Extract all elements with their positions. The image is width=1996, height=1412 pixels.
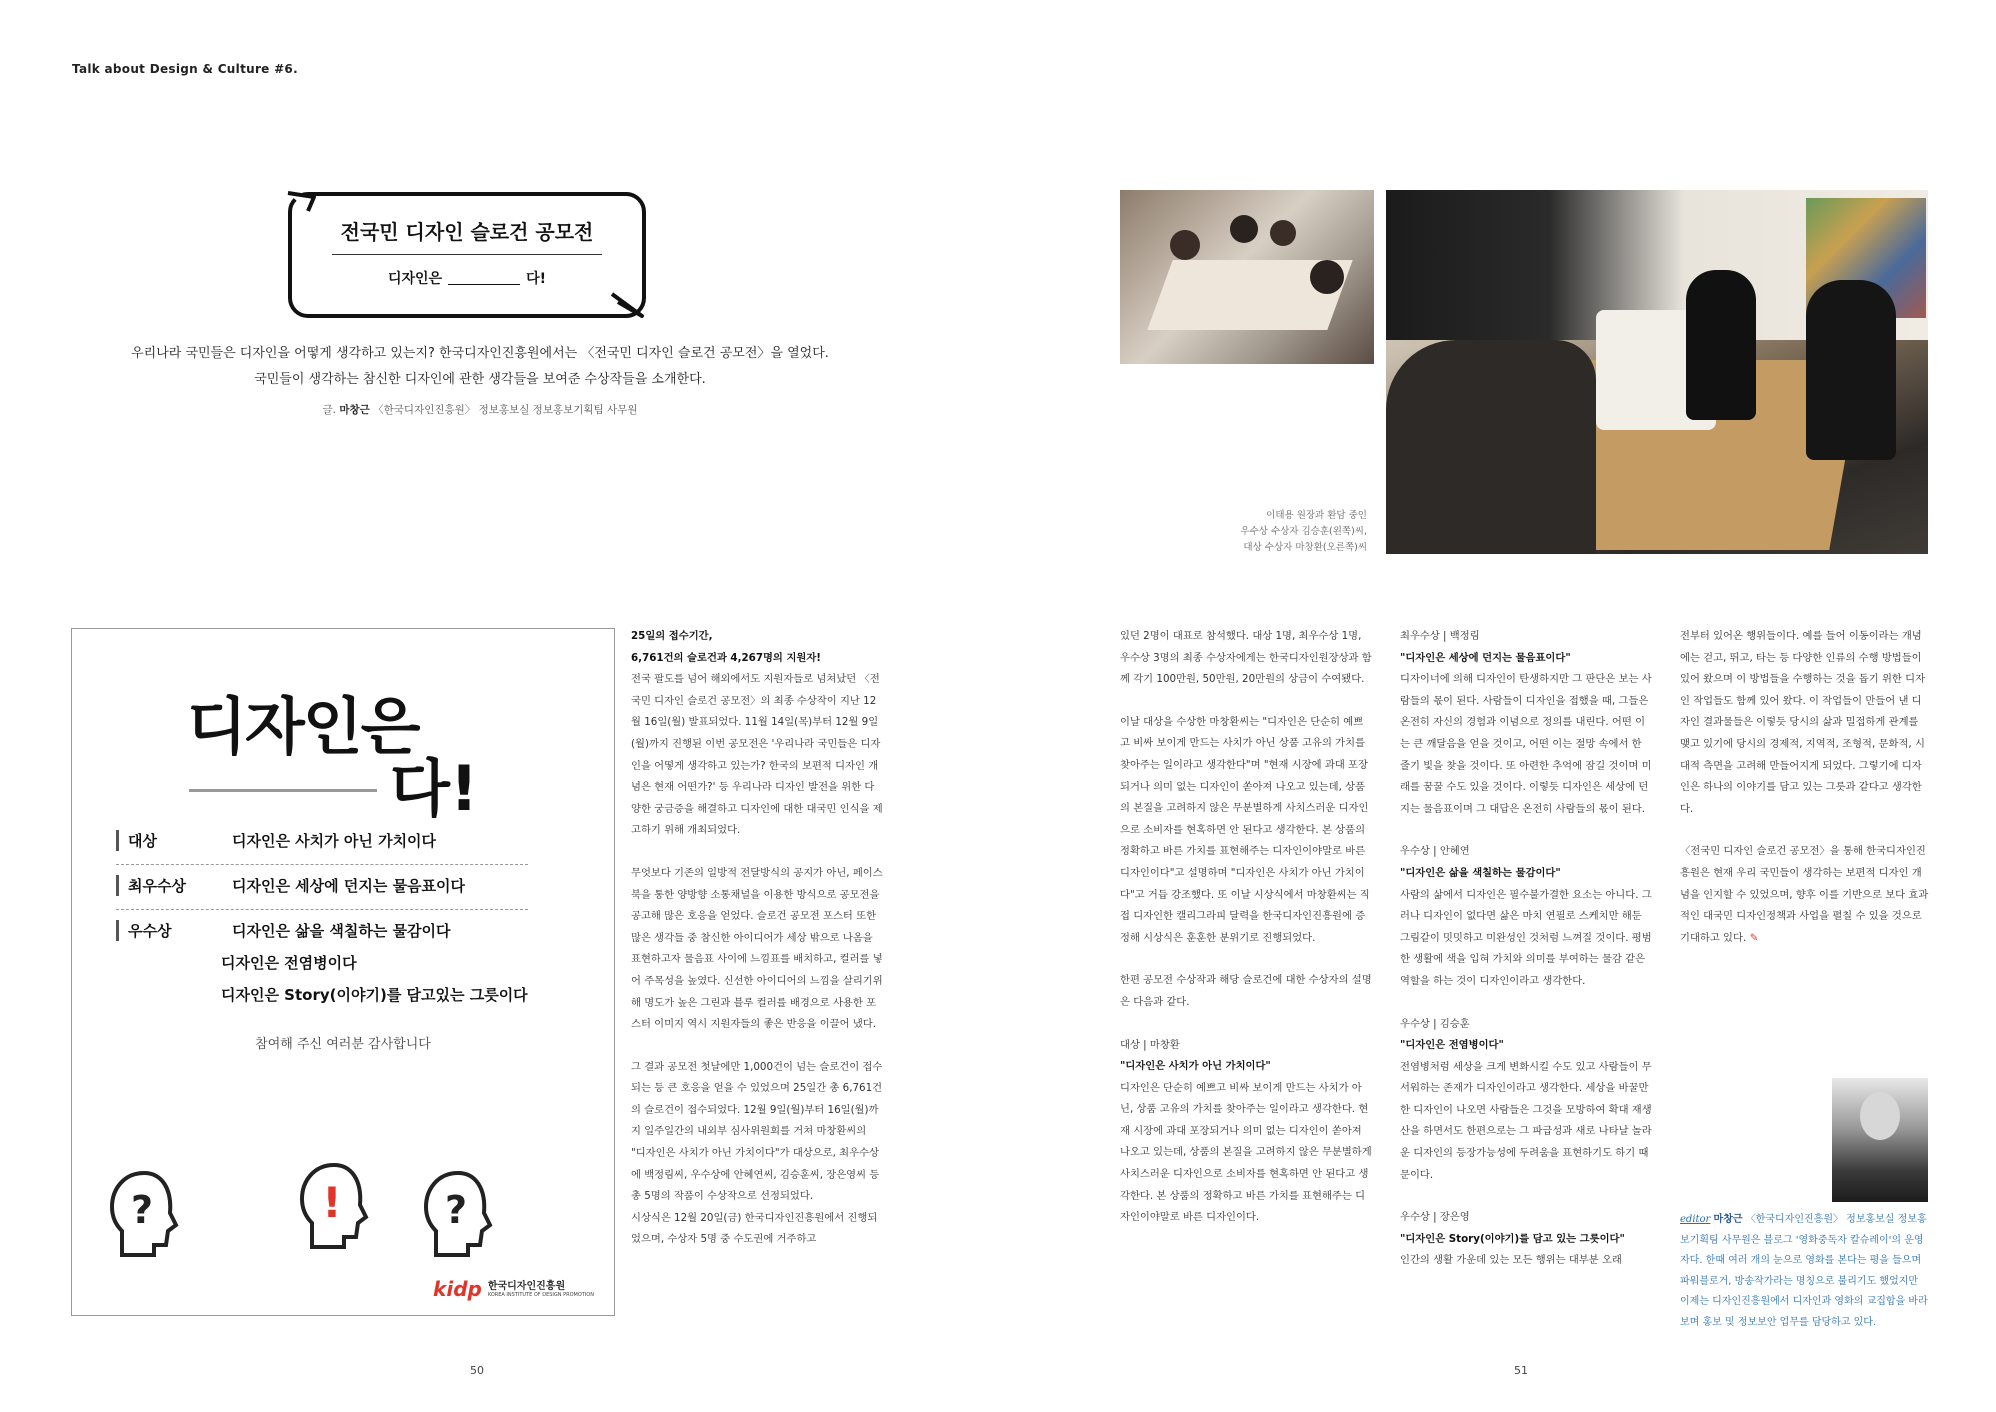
editor-name: 마창근 [1713,1214,1743,1225]
section-heading: 6,761건의 슬로건과 4,267명의 지원자! [631,651,822,664]
title-bubble [288,192,646,318]
award-label: 우수상 | 안혜연 [1400,845,1470,858]
paragraph: 그 결과 공모전 첫날에만 1,000건이 넘는 슬로건이 접수되는 등 큰 호응을 얻을 수 있었으며 25일간 총 6,761건의 슬로건이 접수되었다. 12월 9일(월)부터 16일(월)까지 일주일간의 내외부 심사위원회를 거쳐 마창환씨의 "디자인은 사치가 아닌 가치이다"가 대상으로, 최우수상에 백정림씨, 우수상에 안혜연씨, 김승훈씨, 장은영씨 등 총 5명의 작품이 수상작으로 선정되었다. [631,1060,883,1203]
award-label: 우수상 | 김승훈 [1400,1017,1470,1030]
byline-author: 마창근 [339,404,370,416]
caption-line: 우수상 수상자 김승훈(왼쪽)씨, [1240,526,1367,537]
photo-person [1806,280,1896,460]
poster-blank-line [189,789,377,792]
section-heading: 25일의 접수기간, [631,630,713,642]
award-slogan: 디자인은 전염병이다 [221,954,357,972]
article-column-2 [1120,626,1372,1229]
award-slogan: 디자인은 사치가 아닌 가치이다 [232,832,437,850]
meeting-photo [1120,190,1374,364]
question-head-icon [108,1169,180,1259]
award-divider [116,864,528,865]
paragraph: 한편 공모전 수상작과 해당 슬로건에 대한 수상자의 설명은 다음과 같다. [1120,974,1372,1008]
paragraph: 있던 2명이 대표로 참석했다. 대상 1명, 최우수상 1명, 우수상 3명의 최종 수상자에게는 한국디자인원장상과 함께 각기 100만원, 50만원, 20만원의 상금이 수여됐다. [1120,630,1372,686]
editor-text: 〈한국디자인진흥원〉 정보홍보실 정보홍보기획팀 사무원은 블로그 '영화중독자 칼슈레이'의 운영자다. 한때 여러 개의 눈으로 영화를 본다는 평을 들으며 파워블로거, 방송작가라는 명칭으로 불리기도 했었지만 이제는 디자인진흥원에서 디자인과 영화의 교집합을 바라보며 홍보 및 정보보안 업무를 담당하고 있다. [1680,1214,1928,1328]
paragraph: 무엇보다 기존의 일방적 전달방식의 공지가 아닌, 페이스북을 통한 양방향 소통채널을 이용한 방식으로 공모전을 공고해 많은 호응을 얻었다. 슬로건 공모전 포스터 또한 많은 생각들 중 참신한 아이디어가 세상 밖으로 나옴을 표현하고자 물음표 사이에 느낌표를 배치하고, 컬러를 넣어 주목성을 높였다. 신선한 아이디어의 느낌을 살리기위해 명도가 높은 그린과 블루 컬러를 배경으로 사용한 포스터 이미지 역시 지원자들의 좋은 반응을 이끌어 냈다. [631,866,883,1031]
magazine-section-header: Talk about Design & Culture #6. [72,62,298,76]
award-tag: 최우수상 [116,875,224,896]
award-label: 대상 | 마창환 [1120,1038,1180,1051]
kidp-logo-name: 한국디자인진흥원 [487,1280,566,1292]
subtitle-suffix: 다! [526,271,547,287]
intro-line-2: 국민들이 생각하는 참신한 디자인에 관한 생각들을 보여준 수상작들을 소개한다. [254,372,706,387]
award-slogan: 디자인은 Story(이야기)를 담고있는 그릇이다 [221,986,528,1004]
exclamation-head-icon [298,1161,370,1251]
award-title: "디자인은 삶을 색칠하는 물감이다" [1400,866,1561,879]
article-column-4 [1680,626,1930,949]
page-number-right: 51 [1514,1364,1528,1377]
bubble-tail [280,185,320,215]
article-title: 전국민 디자인 슬로건 공모전 [340,220,594,244]
award-text: 사람의 삶에서 디자인은 필수불가결한 요소는 아니다. 그러나 디자인이 없다면 삶은 마치 연필로 스케치만 해둔 그림같이 밋밋하고 미완성인 것처럼 느껴질 것이다. 평범한 생활에 색을 입혀 가치와 의미를 부여하는 물감 같은 역할을 하는 것이 디자인이라고 생각한다. [1400,888,1652,987]
page-number-left: 50 [470,1364,484,1377]
award-text: 전염병처럼 세상을 크게 변화시킬 수도 있고 사람들이 무서워하는 존재가 디자인이라고 생각한다. 세상을 바꿀만한 디자인이 나오면 사람들은 그것을 모방하여 확대 재생산을 하면서도 한편으로는 그 파급성과 새로 나타날 놀라운 디자인의 등장가능성에 두려움을 표현하기도 하기 때문이다. [1400,1060,1652,1181]
award-tag: 대상 [116,830,224,851]
portrait-face [1860,1092,1900,1140]
paragraph: 시상식은 12월 20일(금) 한국디자인진흥원에서 진행되었으며, 수상자 5명 중 수도권에 거주하고 [631,1211,878,1246]
paragraph: 이날 대상을 수상한 마창환씨는 "디자인은 단순히 예쁘고 비싸 보이게 만드는 사치가 아닌 상품 고유의 가치를 찾아주는 일이라고 생각한다"며 "현재 시장에 과대 포장되거나 의미 없는 디자인이 쏟아져 나오고 있는데, 상품의 본질을 고려하지 않은 무분별하게 사치스러운 디자인으로 소비자를 현혹하면 안 된다고 생각한다. 본 상품의 정확하고 바른 가치를 표현해주는 디자인이야말로 바른 디자인이다"고 설명하며 "디자인은 사치가 아닌 가치이다"고 거듭 강조했다. 또 이날 시상식에서 마창환씨는 직접 디자인한 캘리그라피 달력을 한국디자인진흥원에 증정해 시상식은 훈훈한 분위기로 진행되었다. [1120,715,1370,944]
poster-thanks: 참여해 주신 여러분 감사합니다 [255,1037,431,1052]
byline-org: 〈한국디자인진흥원〉 정보홍보실 정보홍보기획팀 사무원 [373,404,638,416]
photo-person [1230,215,1258,243]
poster-award-excellence [116,875,465,896]
paragraph: 전부터 있어온 행위들이다. 예를 들어 이동이라는 개념에는 걷고, 뛰고, 타는 등 다양한 인류의 수행 방법들이 있어 왔으며 이 방법들을 수행하는 것을 돕기 위한 디자인 작업들도 함께 있어 왔다. 이 작업들이 만들어 낸 디자인 결과물들은 이렇듯 당시의 삶과 밀접하게 관계를 맺고 있기에 당시의 경제적, 지역적, 조형적, 문화적, 시대적 측면을 고려해 만들어지게 되었다. 그렇기에 디자인은 하나의 이야기를 담고 있는 그릇과 같다고 생각한다. [1680,630,1926,815]
subtitle-prefix: 디자인은 [387,271,443,287]
paragraph: 전국 팔도를 넘어 해외에서도 지원자들로 넘쳐났던 〈전국민 디자인 슬로건 공모전〉의 최종 수상작이 지난 12월 16일(월) 발표되었다. 11월 14일(목)부터 12월 9일(월)까지 진행된 이번 공모전은 '우리나라 국민들은 디자인을 어떻게 생각하고 있는가? 한국의 보편적 디자인 개념은 현재 어떤가?' 등 우리나라 디자인 발전을 위한 다양한 궁금증을 해결하고 디자인에 대한 대국민 인식을 제고하기 위해 개최되었다. [631,673,883,837]
byline-prefix: 글. [322,404,337,416]
kidp-logo [433,1277,594,1301]
interview-photo [1386,190,1928,554]
editor-portrait [1832,1078,1928,1202]
photo-person [1386,340,1596,554]
kidp-logo-mark: kidp [433,1277,482,1301]
poster-award-merit [116,920,451,941]
article-column-3 [1400,626,1654,1272]
award-divider [116,909,528,910]
article-column-1 [631,626,883,1251]
award-slogan: 디자인은 세상에 던지는 물음표이다 [232,877,466,895]
award-title: "디자인은 Story(이야기)를 담고 있는 그릇이다" [1400,1232,1625,1245]
award-label: 우수상 | 장은영 [1400,1211,1470,1224]
intro-line-1: 우리나라 국민들은 디자인을 어떻게 생각하고 있는지? 한국디자인진흥원에서는 〈전국민 디자인 슬로건 공모전〉을 열었다. [131,346,829,361]
slogan-poster [71,628,615,1316]
photo-person [1170,230,1200,260]
poster-title-line-2: 다! [390,752,479,825]
icon-glyph: ? [130,1188,154,1232]
caption-line: 이태용 원장과 환담 중인 [1266,510,1367,521]
poster-title-line-1: 디자인은 [187,690,419,763]
poster-speech-bubble [71,969,615,1316]
award-label: 최우수상 | 백정림 [1400,630,1480,642]
end-mark-icon: ✎ [1746,931,1759,944]
paragraph-text: 〈전국민 디자인 슬로건 공모전〉을 통해 한국디자인진흥원은 현재 우리 국민들이 생각하는 보편적 디자인 개념을 인지할 수 있었으며, 향후 이를 기반으로 보다 효과적인 대국민 디자인정책과 사업을 펼칠 수 있을 것으로 기대하고 있다. [1680,845,1929,944]
poster-award-grand [116,830,436,851]
photo-person [1270,220,1296,246]
photo-caption [1240,508,1367,556]
award-slogan: 디자인은 삶을 색칠하는 물감이다 [232,922,451,940]
kidp-logo-subtitle: KOREA INSTITUTE OF DESIGN PROMOTION [487,1291,594,1298]
award-title: "디자인은 사치가 아닌 가치이다" [1120,1060,1271,1073]
award-text: 디자인은 단순히 예쁘고 비싸 보이게 만드는 사치가 아닌, 상품 고유의 가치를 찾아주는 일이라고 생각한다. 현재 시장에 과대 포장되거나 의미 없는 디자인이 쏟아져 나오고 있는데, 상품의 본질을 고려하지 않은 무분별하게 사치스러운 디자인으로 소비자를 현혹하면 안 된다고 생각한다. 본 상품의 정확하고 바른 가치를 표현해주는 디자인이야말로 바른 디자인이다. [1120,1081,1372,1224]
subtitle-blank [448,284,520,285]
icon-glyph: ! [322,1178,342,1227]
editor-bio [1680,1210,1930,1333]
award-text: 디자이너에 의해 디자인이 탄생하지만 그 판단은 보는 사람들의 몫이 된다. 사람들이 디자인을 접했을 때, 그들은 온전히 자신의 경험과 이념으로 정의를 내린다. 어떤 이는 큰 깨달음을 얻을 것이고, 어떤 이는 절망 속에서 한 줄기 빛을 찾을 것이다. 또 아련한 추억에 잠길 것이며 미래를 꿈꿀 수도 있을 것이다. 이렇듯 디자인은 세상에 던지는 물음표이며 그 대답은 온전히 사람들의 몫이 된다. [1400,673,1652,815]
award-title: "디자인은 전염병이다" [1400,1039,1504,1052]
byline [60,402,900,417]
editor-label: editor [1680,1214,1711,1225]
icon-glyph: ? [444,1188,468,1232]
question-head-icon [422,1169,494,1259]
award-title: "디자인은 세상에 던지는 물음표이다" [1400,651,1571,664]
award-tag: 우수상 [116,920,224,941]
article-subtitle [292,268,642,288]
photo-person [1310,260,1344,294]
bubble-tail-right [608,290,648,322]
title-divider [332,254,602,255]
caption-line: 대상 수상자 마창환(오른쪽)씨 [1243,542,1367,553]
photo-person [1686,270,1756,420]
paragraph [1680,841,1930,949]
award-text: 인간의 생활 가운데 있는 모든 행위는 대부분 오래 [1400,1254,1622,1267]
